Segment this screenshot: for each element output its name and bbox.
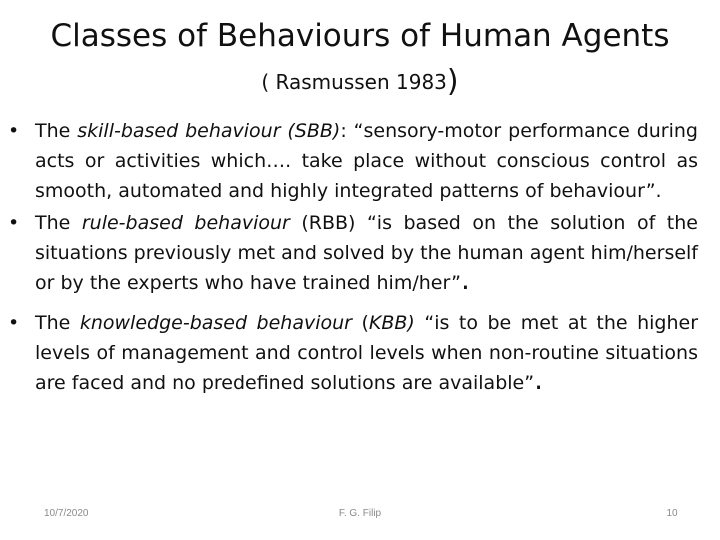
slide-title: Classes of Behaviours of Human Agents	[50, 18, 670, 54]
bullet-marker: •	[8, 212, 20, 234]
bullet-rule-based	[8, 208, 698, 298]
bullet-text: “is to be met at the higher levels of management and control levels when non-routine situations are faced and no predefined solutions are available”	[35, 312, 699, 394]
bullet-lead: The	[35, 120, 78, 142]
slide-subtitle	[0, 62, 720, 102]
bullet-text-mid: (	[351, 312, 369, 334]
bullet-knowledge-based	[8, 308, 698, 398]
bullet-lead: The	[35, 212, 82, 234]
bullet-list	[8, 116, 698, 398]
bullet-term-abbrev: KBB)	[368, 312, 415, 334]
footer-date: 10/7/2020	[44, 508, 89, 519]
bullet-end-period: .	[460, 263, 470, 296]
footer-author: F. G. Filip	[338, 508, 382, 519]
bullet-skill-based	[8, 116, 698, 206]
bullet-term: knowledge-based behaviour	[79, 312, 352, 334]
bullet-marker: •	[8, 120, 20, 142]
bullet-term: rule-based behaviour	[81, 212, 290, 234]
bullet-text: (RBB) “is based on the solution of the situations previously met and solved by the human agent him/herself or by the experts who have trained him/her”	[35, 212, 698, 294]
subtitle-text: ( Rasmussen 1983	[261, 70, 447, 94]
bullet-text: : “sensory-motor performance during acts or activities which…. take place without conscious control as smooth, automated and highly integrated patterns of behaviour”.	[35, 120, 698, 202]
bullet-term: skill-based behaviour (SBB)	[77, 120, 341, 142]
bullet-end-period: .	[534, 363, 543, 396]
bullet-lead: The	[35, 312, 80, 334]
bullet-marker: •	[8, 312, 20, 334]
subtitle-close-paren: )	[446, 64, 459, 99]
footer-page-number: 10	[666, 508, 678, 519]
